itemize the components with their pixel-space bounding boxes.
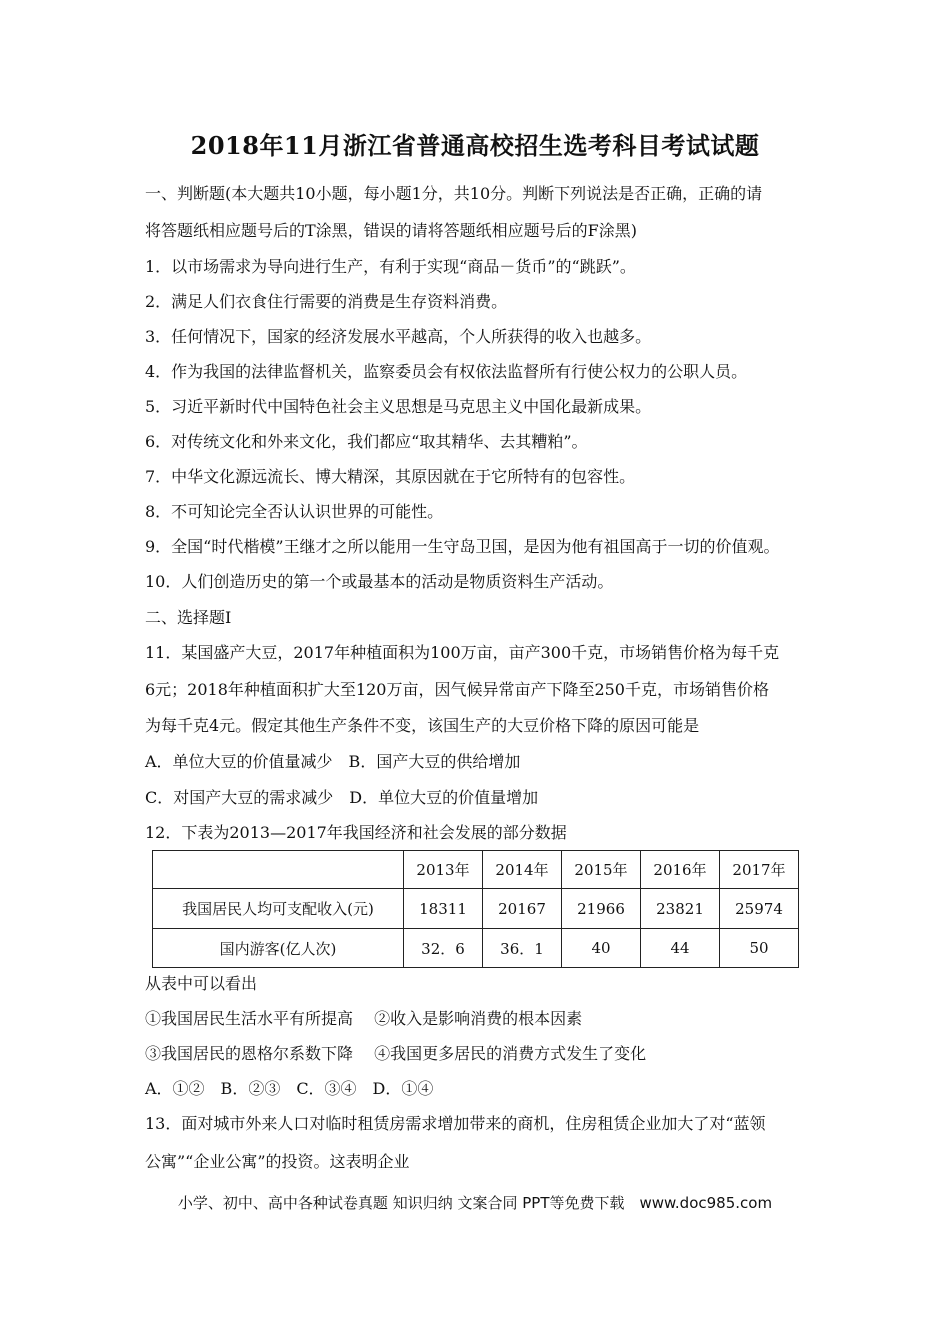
question-8: 8．不可知论完全否认认识世界的可能性。 bbox=[145, 502, 444, 521]
question-11-line3: 为每千克4元。假定其他生产条件不变，该国生产的大豆价格下降的原因可能是 bbox=[145, 716, 700, 735]
question-11-line2: 6元；2018年种植面积扩大至120万亩，因气候异常亩产下降至250千克，市场销售价格 bbox=[145, 680, 769, 699]
table-cell: 我国居民人均可支配收入(元) bbox=[153, 889, 404, 929]
table-header-row bbox=[153, 851, 799, 889]
table-header-cell: 2014年 bbox=[483, 851, 562, 889]
table-cell: 20167 bbox=[483, 889, 562, 929]
table-cell: 36．1 bbox=[483, 929, 562, 968]
table-header-cell: 2017年 bbox=[720, 851, 799, 889]
table-cell: 32．6 bbox=[404, 929, 483, 968]
question-12-options: A．①② B．②③ C．③④ D．①④ bbox=[145, 1079, 434, 1098]
page-title: 2018年11月浙江省普通高校招生选考科目考试试题 bbox=[190, 131, 760, 160]
table-cell: 40 bbox=[562, 929, 641, 968]
table-cell: 50 bbox=[720, 929, 799, 968]
table-cell: 21966 bbox=[562, 889, 641, 929]
section1-heading-line2: 将答题纸相应题号后的T涂黑，错误的请将答题纸相应题号后的F涂黑) bbox=[145, 221, 638, 240]
question-12-lead: 从表中可以看出 bbox=[145, 974, 258, 993]
table-cell: 23821 bbox=[641, 889, 720, 929]
footer-note: 小学、初中、高中各种试卷真题 知识归纳 文案合同 PPT等免费下载 www.doc985.com bbox=[177, 1194, 773, 1212]
table-cell: 18311 bbox=[404, 889, 483, 929]
question-2: 2．满足人们衣食住行需要的消费是生存资料消费。 bbox=[145, 292, 508, 311]
question-13-line1: 13．面对城市外来人口对临时租赁房需求增加带来的商机，住房租赁企业加大了对“蓝领 bbox=[145, 1114, 766, 1133]
section1-heading-line1: 一、判断题(本大题共10小题，每小题1分，共10分。判断下列说法是否正确，正确的请 bbox=[145, 184, 763, 203]
question-11-options-ab: A．单位大豆的价值量减少 B．国产大豆的供给增加 bbox=[145, 752, 521, 771]
question-4: 4．作为我国的法律监督机关，监察委员会有权依法监督所有行使公权力的公职人员。 bbox=[145, 362, 748, 381]
table-cell: 44 bbox=[641, 929, 720, 968]
question-10: 10．人们创造历史的第一个或最基本的活动是物质资料生产活动。 bbox=[145, 572, 614, 591]
question-5: 5．习近平新时代中国特色社会主义思想是马克思主义中国化最新成果。 bbox=[145, 397, 652, 416]
section2-heading: 二、选择题Ⅰ bbox=[145, 608, 232, 627]
question-13-line2: 公寓”“企业公寓”的投资。这表明企业 bbox=[145, 1152, 410, 1171]
question-7: 7．中华文化源远流长、博大精深，其原因就在于它所特有的包容性。 bbox=[145, 467, 636, 486]
table-cell: 25974 bbox=[720, 889, 799, 929]
table-header-cell: 2015年 bbox=[562, 851, 641, 889]
table-cell: 国内游客(亿人次) bbox=[153, 929, 404, 968]
table-header-cell: 2013年 bbox=[404, 851, 483, 889]
table-header-cell: 2016年 bbox=[641, 851, 720, 889]
question-11-options-cd: C．对国产大豆的需求减少 D．单位大豆的价值量增加 bbox=[145, 788, 539, 807]
question-12-items-34: ③我国居民的恩格尔系数下降 ④我国更多居民的消费方式发生了变化 bbox=[145, 1044, 647, 1063]
question-12-items-12: ①我国居民生活水平有所提高 ②收入是影响消费的根本因素 bbox=[145, 1009, 583, 1028]
data-table bbox=[152, 850, 799, 968]
table-row bbox=[153, 929, 799, 968]
question-3: 3．任何情况下，国家的经济发展水平越高，个人所获得的收入也越多。 bbox=[145, 327, 652, 346]
question-1: 1．以市场需求为导向进行生产，有利于实现“商品－货币”的“跳跃”。 bbox=[145, 257, 636, 276]
question-6: 6．对传统文化和外来文化，我们都应“取其精华、去其糟粕”。 bbox=[145, 432, 588, 451]
question-9: 9．全国“时代楷模”王继才之所以能用一生守岛卫国，是因为他有祖国高于一切的价值观。 bbox=[145, 537, 780, 556]
question-11-line1: 11．某国盛产大豆，2017年种植面积为100万亩，亩产300千克，市场销售价格为每千克 bbox=[145, 643, 780, 662]
table-row bbox=[153, 889, 799, 929]
question-12-stem: 12．下表为2013—2017年我国经济和社会发展的部分数据 bbox=[145, 823, 567, 842]
table-header-cell bbox=[153, 851, 404, 889]
